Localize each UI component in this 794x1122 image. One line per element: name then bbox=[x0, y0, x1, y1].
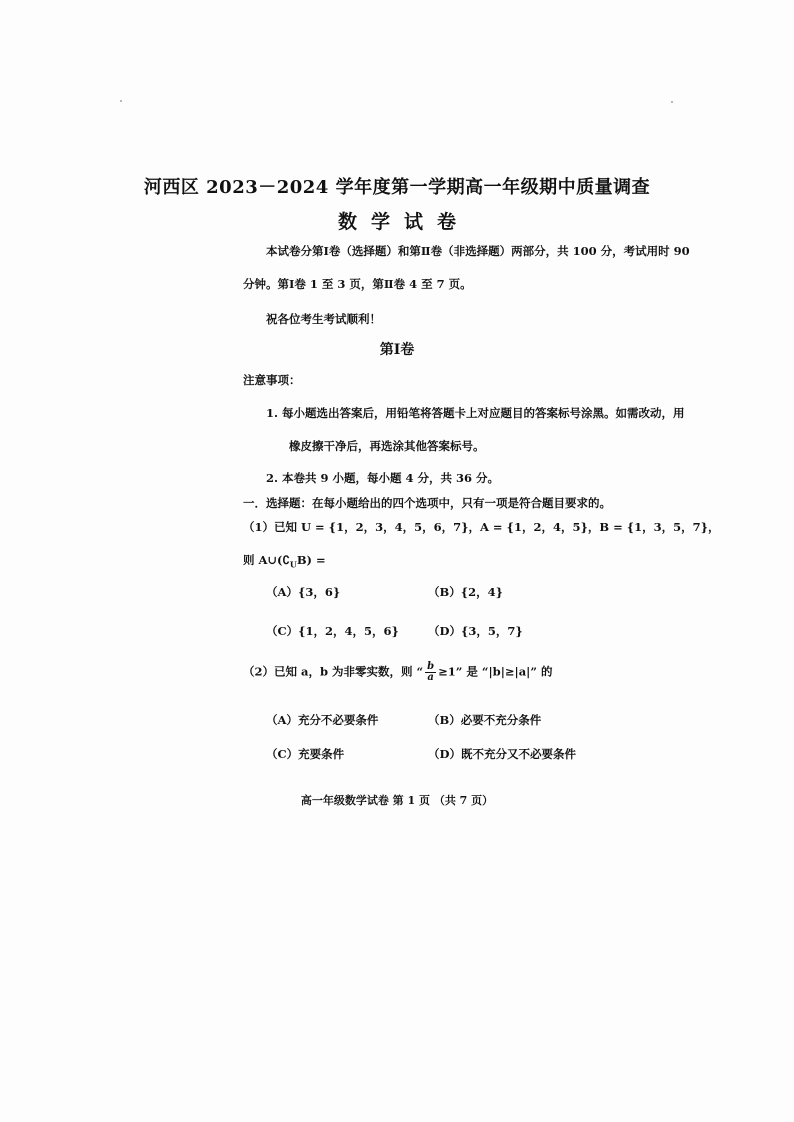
q1-stem-2-start: 则 A∪(∁ bbox=[243, 553, 290, 567]
q2-stem-start: （2）已知 a，b 为非零实数，则 “ bbox=[243, 664, 424, 679]
notes-item-2: 2. 本卷共 9 小题，每小题 4 分，共 36 分。 bbox=[266, 471, 500, 485]
q2-option-a bbox=[266, 712, 378, 728]
page-footer: 高一年级数学试卷 第 1 页 （共 7 页） bbox=[300, 794, 494, 807]
option-text: {3，5，7} bbox=[460, 624, 523, 638]
q2-fraction bbox=[425, 662, 436, 683]
option-text: {2，4} bbox=[460, 585, 504, 599]
notes-item-1-line-2: 橡皮擦干净后，再选涂其他答案标号。 bbox=[289, 439, 485, 453]
option-label: （A） bbox=[266, 585, 298, 599]
scan-speck bbox=[120, 100, 122, 102]
q1-stem-2 bbox=[243, 552, 326, 569]
fraction-denominator: a bbox=[427, 672, 434, 683]
option-label: （C） bbox=[266, 747, 299, 761]
exam-subtitle: 数学试卷 bbox=[337, 211, 470, 233]
q1-option-c bbox=[266, 623, 399, 639]
notes-item-1-line-1: 1. 每小题选出答案后，用铅笔将答题卡上对应题目的答案标号涂黑。如需改动，用 bbox=[266, 406, 685, 420]
option-label: （B） bbox=[428, 585, 461, 599]
intro-wish: 祝各位考生考试顺利！ bbox=[266, 312, 381, 326]
q2-stem bbox=[243, 662, 552, 683]
intro-line-1: 本试卷分第Ⅰ卷（选择题）和第Ⅱ卷（非选择题）两部分，共 100 分，考试用时 90 bbox=[266, 244, 690, 258]
q2-option-c bbox=[266, 746, 344, 762]
q2-option-d bbox=[428, 746, 576, 762]
option-label: （D） bbox=[428, 624, 461, 638]
option-label: （D） bbox=[428, 747, 461, 761]
option-label: （A） bbox=[266, 713, 298, 727]
fraction-numerator: b bbox=[427, 661, 435, 672]
part1-heading: 一．选择题：在每小题给出的四个选项中，只有一项是符合题目要求的。 bbox=[243, 496, 611, 510]
intro-line-2: 分钟。第Ⅰ卷 1 至 3 页，第Ⅱ卷 4 至 7 页。 bbox=[243, 277, 472, 291]
option-text: {3，6} bbox=[297, 585, 341, 599]
exam-title: 河西区 2023－2024 学年度第一学期高一年级期中质量调查 bbox=[143, 177, 651, 198]
option-text: 充分不必要条件 bbox=[297, 713, 379, 727]
option-label: （C） bbox=[266, 624, 299, 638]
option-text: 充要条件 bbox=[298, 747, 345, 761]
q2-option-b bbox=[428, 712, 541, 728]
q2-stem-end: ≥1” 是 “|b|≥|a|” 的 bbox=[438, 664, 553, 679]
q1-stem: （1）已知 U = {1，2，3，4，5，6，7}，A = {1，2，4，5}，B = {1，3，5，7}， bbox=[243, 520, 720, 534]
option-text: 既不充分又不必要条件 bbox=[460, 747, 576, 761]
option-text: {1，2，4，5，6} bbox=[298, 624, 399, 638]
notes-heading: 注意事项： bbox=[243, 373, 301, 387]
q1-stem-2-end: B) = bbox=[296, 553, 326, 567]
q1-option-d bbox=[428, 623, 523, 639]
q1-option-a bbox=[266, 584, 340, 600]
q1-complement-subscript: U bbox=[289, 559, 297, 570]
scan-speck bbox=[671, 101, 673, 103]
option-text: 必要不充分条件 bbox=[460, 713, 542, 727]
option-label: （B） bbox=[428, 713, 461, 727]
section-title: 第Ⅰ卷 bbox=[379, 342, 415, 358]
q1-option-b bbox=[428, 584, 503, 600]
